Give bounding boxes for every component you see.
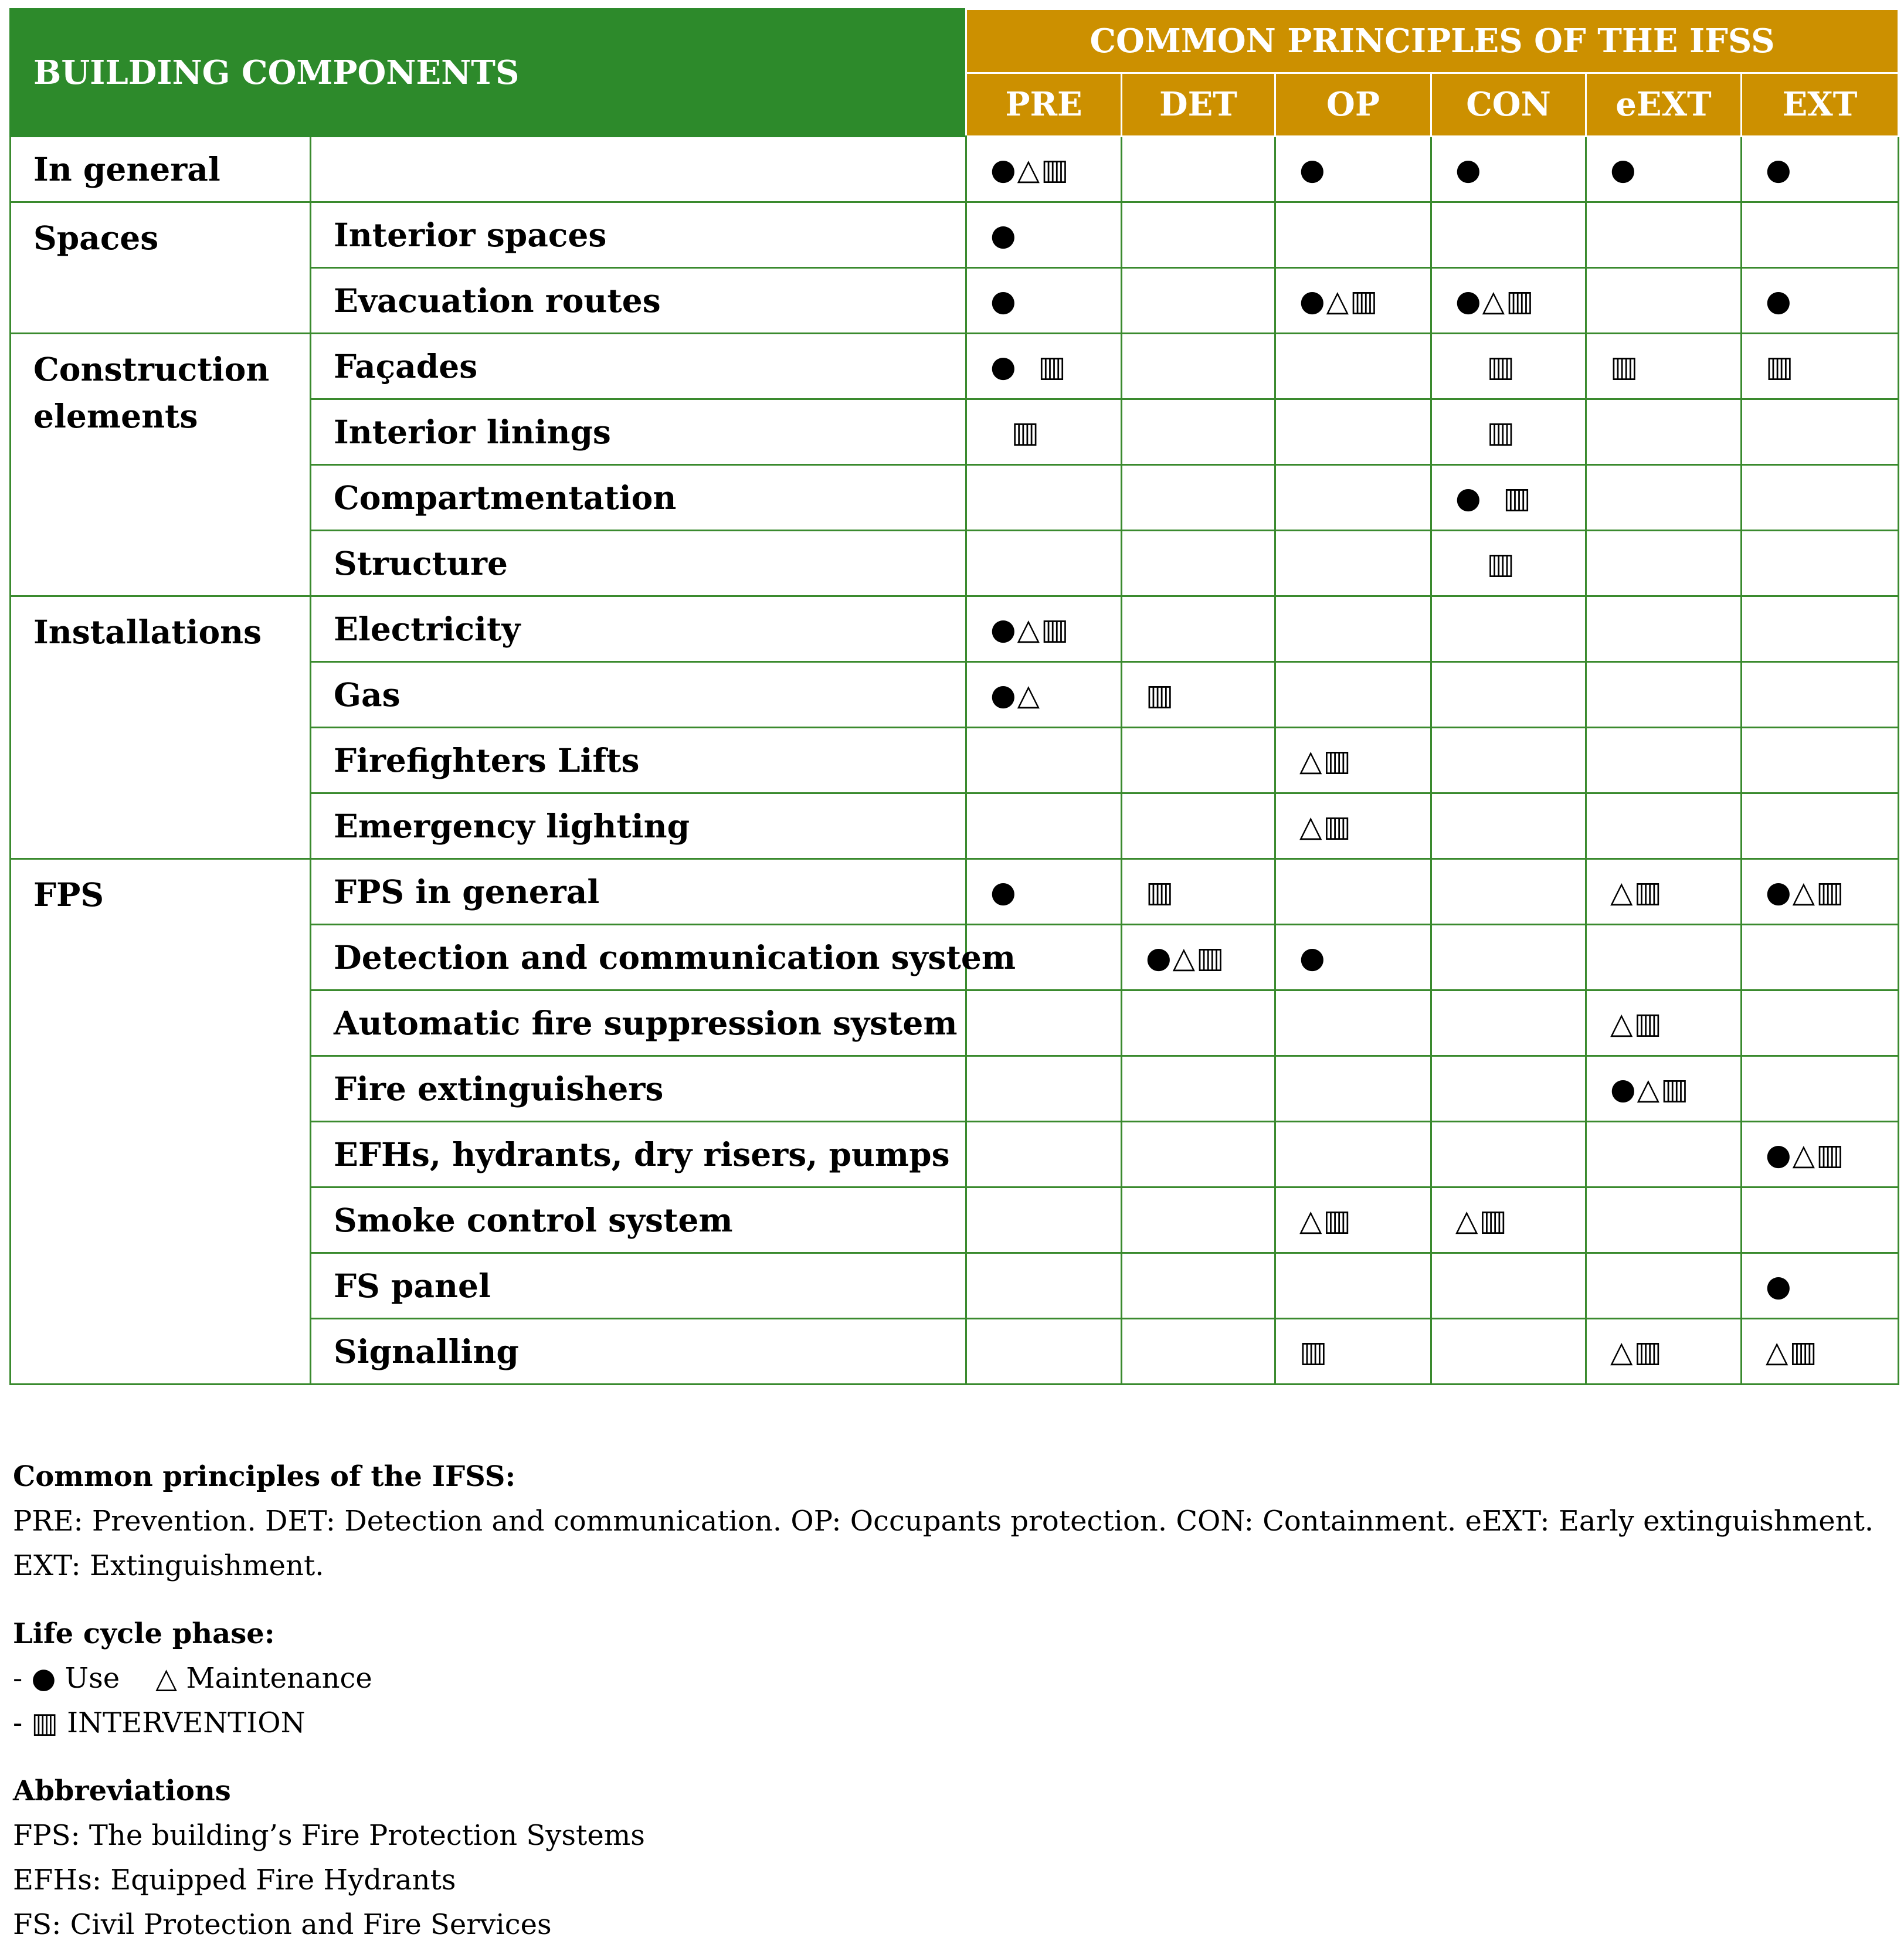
phase-mark-cell-con <box>1431 859 1586 925</box>
phase-mark-cell-eext <box>1586 596 1742 662</box>
phase-symbols: ▥ <box>990 415 1041 449</box>
phase-mark-cell-det <box>1122 662 1275 728</box>
phase-symbols: ● <box>990 874 1017 909</box>
phase-mark-cell-det <box>1122 1253 1275 1319</box>
legend-use-label: Use <box>56 1662 120 1695</box>
phase-mark-cell-eext <box>1586 1122 1742 1187</box>
phase-mark-cell-ext <box>1742 531 1899 596</box>
phase-symbols: ▥ <box>1766 349 1795 384</box>
phase-symbols: ● <box>1766 152 1793 186</box>
column-header-det: DET <box>1122 73 1275 137</box>
phase-symbols: △▥ <box>1610 874 1663 909</box>
phase-mark-cell-op <box>1275 1122 1431 1187</box>
phase-mark-cell-pre <box>966 1187 1122 1253</box>
phase-mark-cell-eext <box>1586 334 1742 399</box>
phase-mark-cell-ext <box>1742 859 1899 925</box>
maintenance-triangle-icon: △ <box>155 1662 178 1695</box>
phase-mark-cell-op <box>1275 334 1431 399</box>
phase-mark-cell-eext <box>1586 1056 1742 1122</box>
component-group-cell: In general <box>11 137 311 202</box>
phase-symbols: ● <box>990 218 1017 252</box>
phase-symbols: ●△▥ <box>1766 874 1845 909</box>
phase-symbols: ● <box>1299 152 1326 186</box>
legend-principles-text: PRE: Prevention. DET: Detection and communication. OP: Occupants protection. CON: Containment. eEXT: Early extinguishment. EXT: Extinguishment. <box>13 1505 1874 1582</box>
phase-mark-cell-ext <box>1742 268 1899 334</box>
phase-mark-cell-pre <box>966 990 1122 1056</box>
phase-mark-cell-pre <box>966 399 1122 465</box>
legend-dash: - <box>13 1706 32 1739</box>
use-bullet-icon: ● <box>31 1662 56 1695</box>
phase-mark-cell-det <box>1122 334 1275 399</box>
phase-mark-cell-con <box>1431 1122 1586 1187</box>
header-row-top <box>11 9 1899 73</box>
component-group-cell: Spaces <box>11 202 311 334</box>
sub-component-cell: Structure <box>311 531 966 596</box>
phase-mark-cell-det <box>1122 1319 1275 1385</box>
sub-component-cell: Smoke control system <box>311 1187 966 1253</box>
phase-mark-cell-pre <box>966 465 1122 531</box>
phase-symbols: ● <box>1610 152 1637 186</box>
phase-symbols: ●△▥ <box>1299 283 1379 318</box>
phase-symbols: △▥ <box>1299 809 1352 843</box>
phase-symbols: ▥ <box>1146 874 1175 909</box>
sub-component-cell: FPS in general <box>311 859 966 925</box>
legend-abbr-item: EFHs: Equipped Fire Hydrants <box>13 1864 456 1896</box>
component-group-cell: Construction elements <box>11 334 311 596</box>
phase-mark-cell-pre <box>966 793 1122 859</box>
phase-mark-cell-ext <box>1742 399 1899 465</box>
legend-dash: - <box>13 1662 32 1695</box>
phase-mark-cell-con <box>1431 268 1586 334</box>
ifss-matrix-table <box>9 8 1899 1385</box>
legend-phase-line-2 <box>13 1701 1895 1745</box>
table-body <box>11 137 1899 1385</box>
phase-symbols: △▥ <box>1766 1334 1818 1369</box>
sub-component-cell: Façades <box>311 334 966 399</box>
phase-mark-cell-pre <box>966 1056 1122 1122</box>
phase-mark-cell-eext <box>1586 1253 1742 1319</box>
phase-symbols: △▥ <box>1610 1006 1663 1040</box>
phase-symbols: ▥ <box>1299 1334 1329 1369</box>
phase-symbols: ● ▥ <box>1455 480 1532 515</box>
phase-mark-cell-pre <box>966 137 1122 202</box>
phase-mark-cell-op <box>1275 465 1431 531</box>
building-components-header: BUILDING COMPONENTS <box>11 9 966 137</box>
phase-mark-cell-op <box>1275 1253 1431 1319</box>
phase-symbols: ●△▥ <box>1146 940 1226 975</box>
phase-mark-cell-pre <box>966 334 1122 399</box>
legend-intervention-label: INTERVENTION <box>57 1706 306 1739</box>
legend-abbr-item: FS: Civil Protection and Fire Services <box>13 1908 552 1941</box>
phase-mark-cell-eext <box>1586 859 1742 925</box>
intervention-grid-icon: ▥ <box>31 1706 58 1739</box>
phase-symbols: ●△▥ <box>990 152 1070 186</box>
phase-symbols: △▥ <box>1610 1334 1663 1369</box>
legend-abbr-item: FPS: The building’s Fire Protection Systems <box>13 1819 645 1852</box>
phase-mark-cell-op <box>1275 662 1431 728</box>
phase-mark-cell-ext <box>1742 334 1899 399</box>
phase-mark-cell-op <box>1275 531 1431 596</box>
phase-mark-cell-op <box>1275 202 1431 268</box>
phase-symbols: △▥ <box>1299 743 1352 778</box>
phase-symbols: ● <box>1766 283 1793 318</box>
phase-mark-cell-op <box>1275 925 1431 990</box>
phase-symbols: ●△ <box>990 677 1041 712</box>
sub-component-cell: Automatic fire suppression system <box>311 990 966 1056</box>
phase-mark-cell-con <box>1431 793 1586 859</box>
phase-mark-cell-ext <box>1742 728 1899 793</box>
sub-component-cell: Interior linings <box>311 399 966 465</box>
phase-symbols: ● ▥ <box>990 349 1067 384</box>
phase-mark-cell-pre <box>966 596 1122 662</box>
phase-mark-cell-ext <box>1742 1253 1899 1319</box>
column-header-eext: eEXT <box>1586 73 1742 137</box>
phase-mark-cell-con <box>1431 1187 1586 1253</box>
phase-mark-cell-pre <box>966 662 1122 728</box>
phase-mark-cell-eext <box>1586 399 1742 465</box>
phase-mark-cell-eext <box>1586 1319 1742 1385</box>
phase-mark-cell-det <box>1122 793 1275 859</box>
table-row <box>11 202 1899 268</box>
phase-mark-cell-con <box>1431 399 1586 465</box>
phase-symbols: △▥ <box>1299 1203 1352 1237</box>
phase-mark-cell-det <box>1122 202 1275 268</box>
phase-symbols: ▥ <box>1455 349 1516 384</box>
phase-mark-cell-ext <box>1742 465 1899 531</box>
sub-component-cell: Detection and communication system <box>311 925 966 990</box>
legend-abbr-title: Abbreviations <box>13 1774 231 1807</box>
phase-symbols: ● <box>1766 1268 1793 1303</box>
phase-mark-cell-op <box>1275 137 1431 202</box>
phase-symbols: △▥ <box>1455 1203 1508 1237</box>
phase-symbols: ●△▥ <box>1455 283 1535 318</box>
sub-component-cell: Electricity <box>311 596 966 662</box>
component-group-cell: FPS <box>11 859 311 1385</box>
phase-mark-cell-con <box>1431 137 1586 202</box>
phase-mark-cell-op <box>1275 728 1431 793</box>
phase-mark-cell-con <box>1431 1319 1586 1385</box>
phase-mark-cell-con <box>1431 1056 1586 1122</box>
sub-component-cell: Fire extinguishers <box>311 1056 966 1122</box>
phase-mark-cell-ext <box>1742 662 1899 728</box>
phase-mark-cell-eext <box>1586 662 1742 728</box>
phase-mark-cell-op <box>1275 596 1431 662</box>
phase-mark-cell-pre <box>966 1122 1122 1187</box>
legend-phase-line-1 <box>13 1656 1895 1701</box>
phase-mark-cell-det <box>1122 596 1275 662</box>
phase-symbols: ▥ <box>1455 546 1516 581</box>
phase-mark-cell-op <box>1275 990 1431 1056</box>
column-header-op: OP <box>1275 73 1431 137</box>
sub-component-cell: FS panel <box>311 1253 966 1319</box>
phase-mark-cell-pre <box>966 728 1122 793</box>
phase-mark-cell-op <box>1275 268 1431 334</box>
phase-mark-cell-op <box>1275 1319 1431 1385</box>
phase-mark-cell-pre <box>966 1253 1122 1319</box>
phase-mark-cell-ext <box>1742 990 1899 1056</box>
phase-mark-cell-con <box>1431 662 1586 728</box>
phase-mark-cell-op <box>1275 1056 1431 1122</box>
phase-mark-cell-det <box>1122 531 1275 596</box>
column-header-pre: PRE <box>966 73 1122 137</box>
phase-mark-cell-con <box>1431 465 1586 531</box>
phase-mark-cell-ext <box>1742 1056 1899 1122</box>
legend-maintenance-label: Maintenance <box>177 1662 372 1695</box>
table-row <box>11 334 1899 399</box>
phase-mark-cell-pre <box>966 1319 1122 1385</box>
phase-mark-cell-op <box>1275 399 1431 465</box>
phase-symbols: ●△▥ <box>1766 1137 1845 1172</box>
common-principles-header: COMMON PRINCIPLES OF THE IFSS <box>966 9 1899 73</box>
table-row <box>11 859 1899 925</box>
phase-mark-cell-ext <box>1742 1319 1899 1385</box>
legend-principles-title: Common principles of the IFSS: <box>13 1460 516 1493</box>
phase-mark-cell-ext <box>1742 1122 1899 1187</box>
phase-mark-cell-pre <box>966 202 1122 268</box>
phase-mark-cell-det <box>1122 728 1275 793</box>
phase-mark-cell-ext <box>1742 925 1899 990</box>
phase-mark-cell-det <box>1122 268 1275 334</box>
phase-mark-cell-eext <box>1586 925 1742 990</box>
phase-mark-cell-con <box>1431 202 1586 268</box>
phase-mark-cell-pre <box>966 531 1122 596</box>
sub-component-cell <box>311 137 966 202</box>
phase-mark-cell-eext <box>1586 531 1742 596</box>
column-header-con: CON <box>1431 73 1586 137</box>
phase-mark-cell-det <box>1122 1056 1275 1122</box>
sub-component-cell: Gas <box>311 662 966 728</box>
phase-mark-cell-op <box>1275 859 1431 925</box>
phase-mark-cell-con <box>1431 925 1586 990</box>
sub-component-cell: Compartmentation <box>311 465 966 531</box>
phase-mark-cell-eext <box>1586 465 1742 531</box>
phase-mark-cell-eext <box>1586 990 1742 1056</box>
phase-mark-cell-con <box>1431 334 1586 399</box>
phase-mark-cell-det <box>1122 990 1275 1056</box>
phase-symbols: ●△▥ <box>990 612 1070 646</box>
sub-component-cell: Firefighters Lifts <box>311 728 966 793</box>
sub-component-cell: EFHs, hydrants, dry risers, pumps <box>311 1122 966 1187</box>
sub-component-cell: Signalling <box>311 1319 966 1385</box>
phase-mark-cell-pre <box>966 859 1122 925</box>
column-header-ext: EXT <box>1742 73 1899 137</box>
phase-mark-cell-eext <box>1586 1187 1742 1253</box>
phase-mark-cell-ext <box>1742 1187 1899 1253</box>
phase-symbols: ●△▥ <box>1610 1071 1690 1106</box>
phase-mark-cell-eext <box>1586 202 1742 268</box>
table-row <box>11 137 1899 202</box>
phase-mark-cell-det <box>1122 465 1275 531</box>
phase-mark-cell-eext <box>1586 268 1742 334</box>
phase-symbols: ● <box>1299 940 1326 975</box>
component-group-cell: Installations <box>11 596 311 859</box>
legend <box>13 1454 1895 1947</box>
phase-mark-cell-op <box>1275 1187 1431 1253</box>
phase-symbols: ● <box>990 283 1017 318</box>
phase-mark-cell-det <box>1122 137 1275 202</box>
phase-mark-cell-eext <box>1586 793 1742 859</box>
phase-mark-cell-con <box>1431 728 1586 793</box>
sub-component-cell: Evacuation routes <box>311 268 966 334</box>
phase-mark-cell-ext <box>1742 596 1899 662</box>
phase-symbols: ● <box>1455 152 1482 186</box>
phase-symbols: ▥ <box>1455 415 1516 449</box>
phase-mark-cell-op <box>1275 793 1431 859</box>
phase-mark-cell-det <box>1122 859 1275 925</box>
phase-mark-cell-con <box>1431 990 1586 1056</box>
phase-mark-cell-con <box>1431 596 1586 662</box>
sub-component-cell: Interior spaces <box>311 202 966 268</box>
table-row <box>11 596 1899 662</box>
phase-mark-cell-eext <box>1586 137 1742 202</box>
sub-component-cell: Emergency lighting <box>311 793 966 859</box>
phase-mark-cell-con <box>1431 1253 1586 1319</box>
phase-mark-cell-det <box>1122 1122 1275 1187</box>
phase-mark-cell-pre <box>966 268 1122 334</box>
phase-mark-cell-ext <box>1742 793 1899 859</box>
phase-mark-cell-det <box>1122 925 1275 990</box>
phase-mark-cell-ext <box>1742 202 1899 268</box>
phase-symbols: ▥ <box>1610 349 1640 384</box>
phase-mark-cell-det <box>1122 399 1275 465</box>
phase-mark-cell-eext <box>1586 728 1742 793</box>
phase-mark-cell-det <box>1122 1187 1275 1253</box>
phase-mark-cell-ext <box>1742 137 1899 202</box>
phase-symbols: ▥ <box>1146 677 1175 712</box>
legend-phase-title: Life cycle phase: <box>13 1617 275 1650</box>
phase-mark-cell-con <box>1431 531 1586 596</box>
